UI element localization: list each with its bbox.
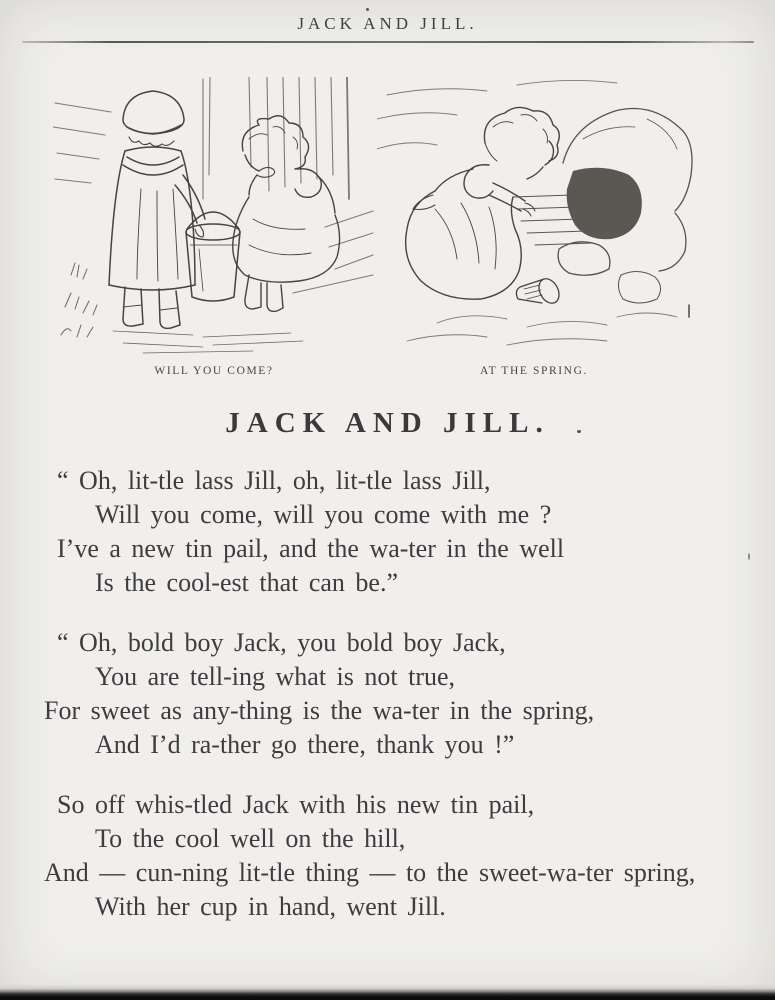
verse-line: Will you come, will you come with me ? xyxy=(95,500,552,529)
verse-line: You are tell-ing what is not true, xyxy=(95,662,456,691)
scan-edge-bottom xyxy=(0,984,775,1000)
caption-at-the-spring: AT THE SPRING. xyxy=(480,365,588,377)
stanza-2 xyxy=(44,626,775,762)
scan-speck xyxy=(577,430,581,433)
spring-shadow xyxy=(567,168,642,239)
verse-line: “ Oh, bold boy Jack, you bold boy Jack, xyxy=(57,628,506,657)
stanza-1 xyxy=(57,464,775,600)
verse-line: I’ve a new tin pail, and the wa-ter in the well xyxy=(57,534,565,563)
verse-line: Is the cool-est that can be.” xyxy=(95,568,398,597)
poem-body xyxy=(44,464,775,924)
jill-at-spring-figure xyxy=(406,107,560,299)
illustrations-row xyxy=(0,77,775,391)
caption-will-you-come: WILL YOU COME? xyxy=(154,365,274,377)
at-the-spring-drawing xyxy=(377,77,717,359)
verse-line: So off whis-tled Jack with his new tin pail, xyxy=(57,790,535,819)
tin-cup xyxy=(516,275,563,306)
illustration-at-the-spring xyxy=(377,77,717,377)
verse-line: To the cool well on the hill, xyxy=(95,824,406,853)
will-you-come-drawing xyxy=(53,77,375,359)
running-head: JACK AND JILL. xyxy=(297,14,478,33)
verse-line: And — cun-ning lit-tle thing — to the sweet-wa-ter spring, xyxy=(44,858,696,887)
verse-line: And I’d ra-ther go there, thank you !” xyxy=(95,730,515,759)
poem-title: JACK AND JILL. xyxy=(225,407,550,439)
jill-seated-figure xyxy=(233,116,340,312)
scan-speck xyxy=(748,553,750,560)
jack-figure xyxy=(109,91,205,328)
verse-line: With her cup in hand, went Jill. xyxy=(95,892,446,921)
scan-speck xyxy=(366,8,369,11)
verse-line: “ Oh, lit-tle lass Jill, oh, lit-tle lass Jill, xyxy=(57,466,491,495)
illustration-will-you-come xyxy=(53,77,375,377)
verse-line: For sweet as any-thing is the wa-ter in the spring, xyxy=(44,696,595,725)
stanza-3 xyxy=(44,788,775,924)
header-rule xyxy=(22,41,754,43)
ground-texture xyxy=(61,263,303,353)
